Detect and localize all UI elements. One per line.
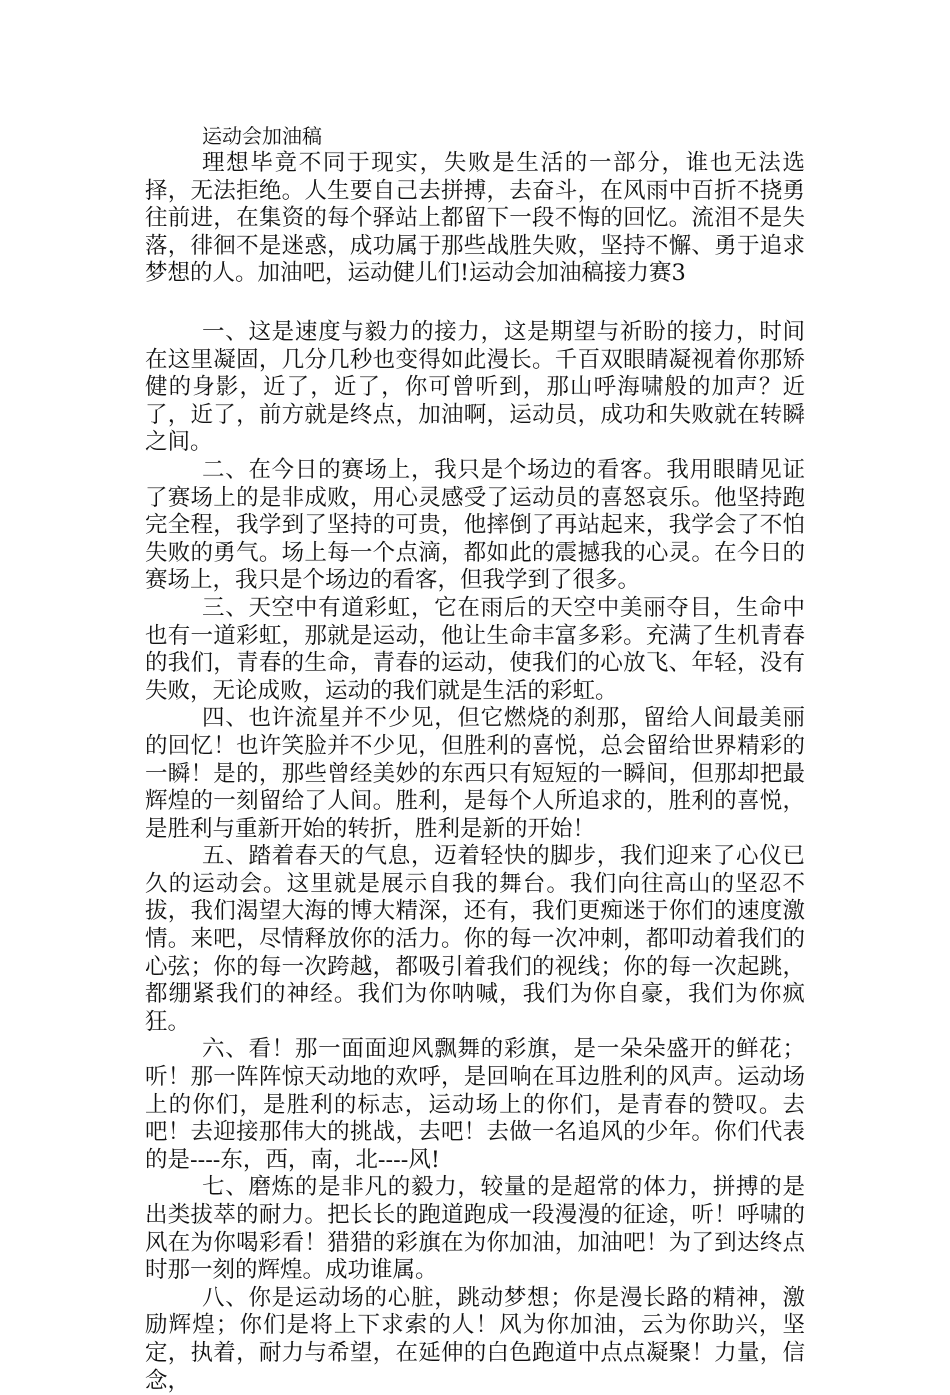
document-title: 运动会加油稿 bbox=[202, 124, 322, 148]
paragraph-3: 三、天空中有道彩虹，它在雨后的天空中美丽夺目，生命中也有一道彩虹，那就是运动，他让生命丰富多彩。充满了生机青春的我们，青春的生命，青春的运动，使我们的心放飞、年轻，没有失败，无论成败，运动的我们就是生活的彩虹。 bbox=[145, 594, 805, 704]
paragraph-7: 七、磨炼的是非凡的毅力，较量的是超常的体力，拼搏的是出类拔萃的耐力。把长长的跑道跑成一段漫漫的征途，听！呼啸的风在为你喝彩看！猎猎的彩旗在为你加油，加油吧！为了到达终点时那一刻的辉煌。成功谁属。 bbox=[145, 1174, 805, 1284]
paragraph-4: 四、也许流星并不少见，但它燃烧的刹那，留给人间最美丽的回忆！也许笑脸并不少见，但胜利的喜悦，总会留给世界精彩的一瞬！是的，那些曾经美妙的东西只有短短的一瞬间，但那却把最辉煌的一刻留给了人间。胜利，是每个人所追求的，胜利的喜悦，是胜利与重新开始的转折，胜利是新的开始！ bbox=[145, 705, 805, 842]
document-body bbox=[145, 319, 805, 1395]
paragraph-1: 一、这是速度与毅力的接力，这是期望与祈盼的接力，时间在这里凝固，几分几秒也变得如此漫长。千百双眼睛凝视着你那矫健的身影，近了，近了，你可曾听到，那山呼海啸般的加声？近了，近了，前方就是终点，加油啊，运动员，成功和失败就在转瞬之间。 bbox=[145, 319, 805, 456]
intro-paragraph: 理想毕竟不同于现实，失败是生活的一部分，谁也无法选择，无法拒绝。人生要自己去拼搏，去奋斗，在风雨中百折不挠勇往前进，在集资的每个驿站上都留下一段不悔的回忆。流泪不是失落，徘徊不是迷惑，成功属于那些战胜失败，坚持不懈、勇于追求梦想的人。加油吧，运动健儿们!运动会加油稿接力赛3 bbox=[145, 150, 805, 287]
paragraph-8: 八、你是运动场的心脏，跳动梦想；你是漫长路的精神，激励辉煌；你们是将上下求索的人！风为你加油，云为你助兴，坚定，执着，耐力与希望，在延伸的白色跑道中点点凝聚！力量，信念， bbox=[145, 1284, 805, 1394]
paragraph-6: 六、看！那一面面迎风飘舞的彩旗，是一朵朵盛开的鲜花；听！那一阵阵惊天动地的欢呼，是回响在耳边胜利的风声。运动场上的你们，是胜利的标志，运动场上的你们，是青春的赞叹。去吧！去迎接那伟大的挑战，去吧！去做一名追风的少年。你们代表的是----东，西，南，北----风! bbox=[145, 1036, 805, 1173]
paragraph-5: 五、踏着春天的气息，迈着轻快的脚步，我们迎来了心仪已久的运动会。这里就是展示自我的舞台。我们向往高山的坚忍不拔，我们渴望大海的博大精深，还有，我们更痴迷于你们的速度激情。来吧，尽情释放你的活力。你的每一次冲刺，都叩动着我们的心弦；你的每一次跨越，都吸引着我们的视线；你的每一次起跳，都绷紧我们的神经。我们为你呐喊，我们为你自豪，我们为你疯狂。 bbox=[145, 843, 805, 1035]
paragraph-2: 二、在今日的赛场上，我只是个场边的看客。我用眼睛见证了赛场上的是非成败，用心灵感受了运动员的喜怒哀乐。他坚持跑完全程，我学到了坚持的可贵，他摔倒了再站起来，我学会了不怕失败的勇气。场上每一个点滴，都如此的震撼我的心灵。在今日的赛场上，我只是个场边的看客，但我学到了很多。 bbox=[145, 456, 805, 594]
